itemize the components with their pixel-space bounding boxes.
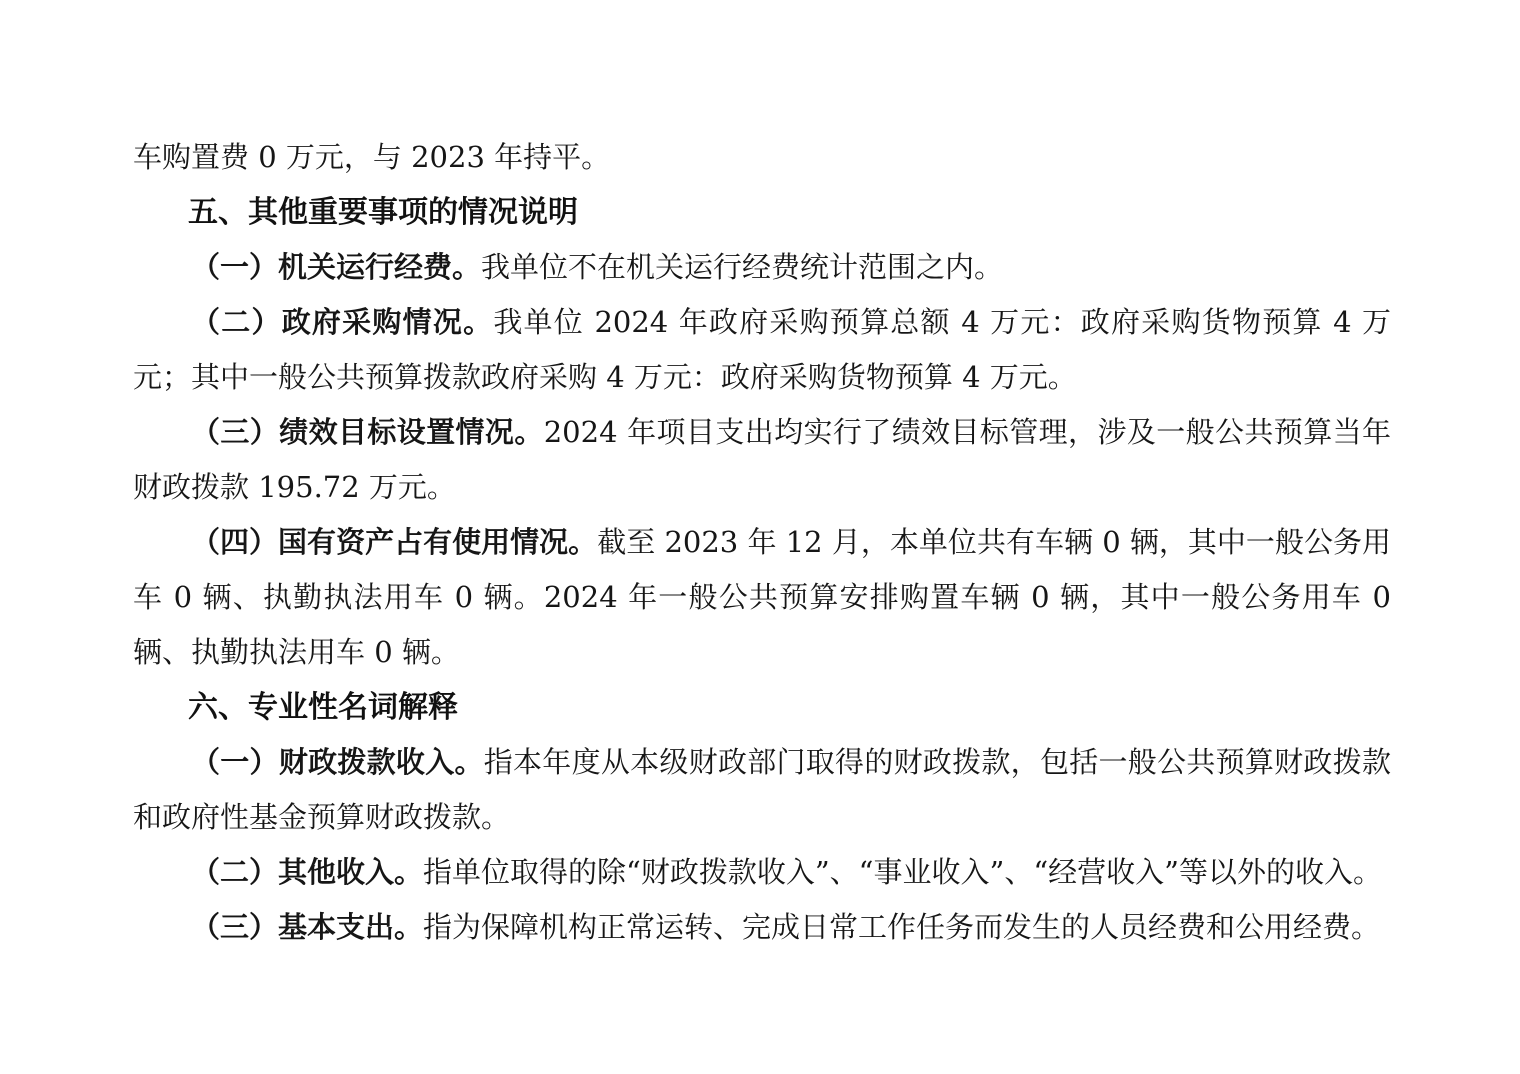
- paragraph: [133, 405, 1391, 515]
- paragraph: [133, 900, 1391, 955]
- paragraph-text: 指单位取得的除“财政拨款收入”、“事业收入”、“经营收入”等以外的收入。: [423, 855, 1382, 889]
- paragraph-lead: （三）绩效目标设置情况。: [191, 415, 544, 449]
- paragraph-text: 车购置费 0 万元，与 2023 年持平。: [133, 140, 611, 174]
- paragraph-text: 指本年度从本级财政部门取得的财政拨款，包括一般公共预算财政拨款和政府性基金预算财政拨款。: [133, 745, 1391, 834]
- paragraph: [133, 735, 1391, 845]
- paragraph-lead: （四）国有资产占有使用情况。: [191, 525, 598, 559]
- paragraph-text: 指为保障机构正常运转、完成日常工作任务而发生的人员经费和公用经费。: [423, 910, 1381, 944]
- paragraph-lead: （三）基本支出。: [191, 910, 424, 944]
- paragraph-text: 我单位不在机关运行经费统计范围之内。: [481, 250, 1004, 284]
- paragraph-text: 2024 年项目支出均实行了绩效目标管理，涉及一般公共预算当年财政拨款 195.72 万元。: [133, 415, 1391, 504]
- paragraph: [133, 240, 1391, 295]
- section-heading: 六、专业性名词解释: [188, 690, 458, 725]
- paragraph-lead: （一）财政拨款收入。: [191, 745, 484, 779]
- section-heading: 五、其他重要事项的情况说明: [188, 195, 578, 230]
- paragraph-lead: （一）机关运行经费。: [191, 250, 482, 284]
- paragraph: [133, 295, 1391, 405]
- paragraph-text: 我单位 2024 年政府采购预算总额 4 万元：政府采购货物预算 4 万元；其中一般公共预算拨款政府采购 4 万元：政府采购货物预算 4 万元。: [133, 305, 1391, 394]
- document-body: [133, 130, 1391, 955]
- paragraph-lead: （二）政府采购情况。: [191, 305, 494, 339]
- paragraph-lead: （二）其他收入。: [191, 855, 424, 889]
- paragraph-continuation: [133, 130, 1391, 185]
- paragraph: [133, 845, 1391, 900]
- paragraph-text: 截至 2023 年 12 月，本单位共有车辆 0 辆，其中一般公务用车 0 辆、执勤执法用车 0 辆。2024 年一般公共预算安排购置车辆 0 辆，其中一般公务用车 0 辆、执勤执法用车 0 辆。: [133, 525, 1391, 669]
- paragraph: [133, 515, 1391, 680]
